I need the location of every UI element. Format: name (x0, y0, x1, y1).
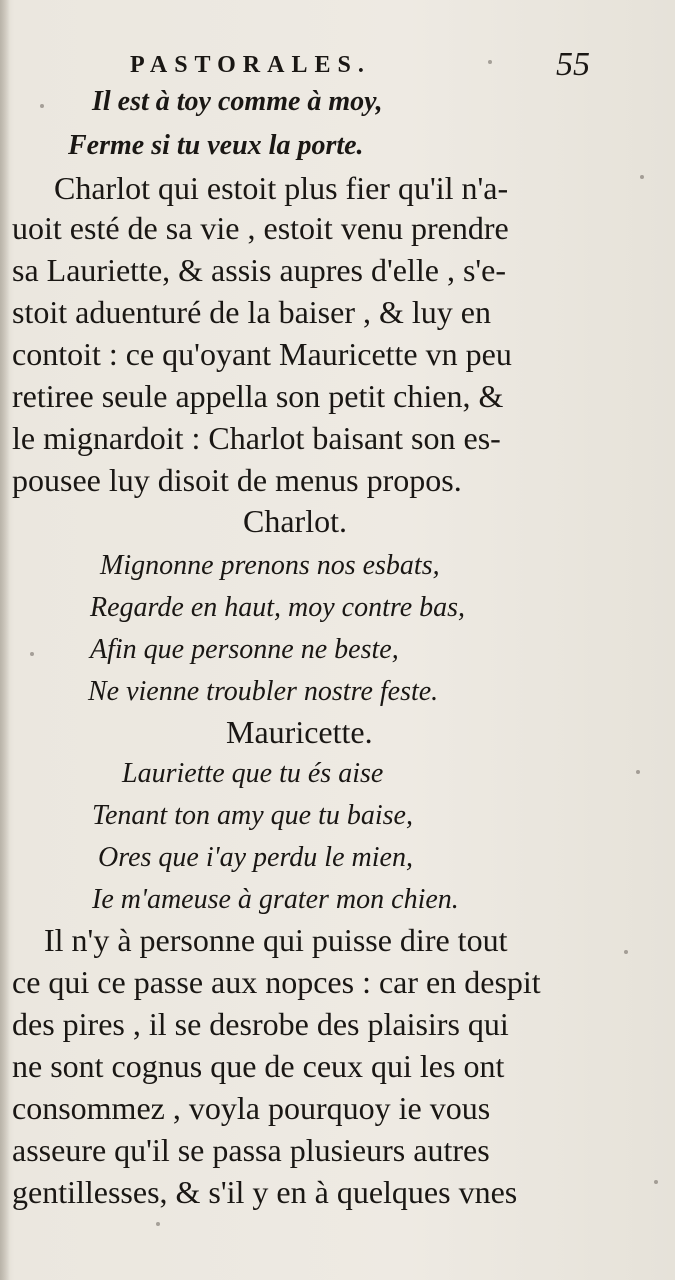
verse-line: Mignonne prenons nos esbats, (100, 550, 440, 581)
verse-line: Tenant ton amy que tu baise, (92, 800, 413, 831)
prose-line: consommez , voyla pourquoy ie vous (12, 1090, 491, 1126)
ink-speck (30, 652, 34, 656)
prose-line: Il n'y à personne qui puisse dire tout (44, 922, 508, 958)
prose-line: contoit : ce qu'oyant Mauricette vn peu (12, 336, 512, 372)
ink-speck (156, 1222, 160, 1226)
prose-line: Charlot qui estoit plus fier qu'il n'a- (54, 170, 509, 206)
prose-line: le mignardoit : Charlot baisant son es- (12, 420, 501, 456)
verse-line: Ie m'ameuse à grater mon chien. (92, 884, 459, 915)
verse-line: Afin que personne ne beste, (90, 634, 399, 665)
prose-line: gentillesses, & s'il y en à quelques vnes (12, 1174, 518, 1210)
page-number: 55 (556, 46, 590, 83)
page-gutter-shadow (0, 0, 10, 1280)
verse-line: Ores que i'ay perdu le mien, (98, 842, 413, 873)
ink-speck (654, 1180, 658, 1184)
prose-line: uoit esté de sa vie , estoit venu prendre (12, 210, 509, 246)
prose-line: des pires , il se desrobe des plaisirs qui (12, 1006, 509, 1042)
speaker-name: Charlot. (243, 503, 347, 539)
prose-line: ne sont cognus que de ceux qui les ont (12, 1048, 505, 1084)
running-head: PASTORALES. (130, 52, 371, 78)
prose-line: asseure qu'il se passa plusieurs autres (12, 1132, 490, 1168)
ink-speck (624, 950, 628, 954)
ink-speck (636, 770, 640, 774)
ink-speck (640, 175, 644, 179)
ink-speck (488, 60, 492, 64)
verse-line: Ferme si tu veux la porte. (68, 130, 364, 161)
verse-line: Lauriette que tu és aise (122, 758, 384, 789)
ink-speck (40, 104, 44, 108)
prose-line: sa Lauriette, & assis aupres d'elle , s'e- (12, 252, 507, 288)
page-header (0, 44, 675, 84)
verse-line: Il est à toy comme à moy, (92, 86, 383, 117)
prose-line: retiree seule appella son petit chien, & (12, 378, 504, 414)
prose-line: stoit aduenturé de la baiser , & luy en (12, 294, 491, 330)
prose-line: ce qui ce passe aux nopces : car en despit (12, 964, 541, 1000)
speaker-name: Mauricette. (226, 714, 373, 750)
prose-line: pousee luy disoit de menus propos. (12, 462, 462, 498)
verse-line: Regarde en haut, moy contre bas, (90, 592, 466, 623)
verse-line: Ne vienne troubler nostre feste. (88, 676, 439, 707)
